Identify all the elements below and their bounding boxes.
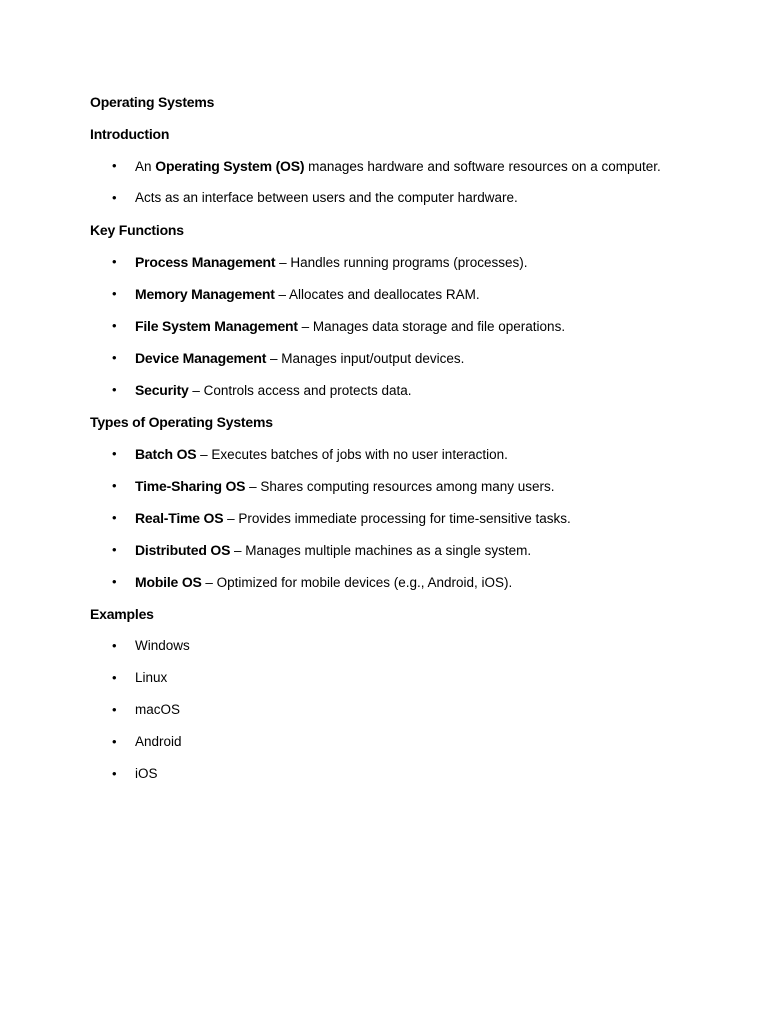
item-term: File System Management bbox=[135, 318, 298, 334]
section-heading-key-functions: Key Functions bbox=[90, 222, 184, 238]
item-term: Process Management bbox=[135, 254, 276, 270]
item-description: – Shares computing resources among many users. bbox=[245, 479, 555, 494]
bullet-icon: • bbox=[112, 542, 117, 557]
item-term: Memory Management bbox=[135, 286, 275, 302]
item-description: – Allocates and deallocates RAM. bbox=[274, 287, 480, 302]
bullet-icon: • bbox=[112, 574, 117, 589]
item-term: Real-Time OS bbox=[135, 510, 224, 526]
list-item bbox=[90, 444, 730, 476]
list-item bbox=[90, 380, 730, 412]
item-description: – Manages input/output devices. bbox=[266, 351, 465, 366]
list-item bbox=[90, 476, 730, 508]
examples-list bbox=[90, 636, 730, 796]
bullet-icon: • bbox=[112, 158, 117, 173]
item-description: – Manages data storage and file operations. bbox=[297, 319, 566, 334]
list-item bbox=[90, 508, 730, 540]
item-description: – Optimized for mobile devices (e.g., Android, iOS). bbox=[201, 575, 513, 590]
item-term: Batch OS bbox=[135, 446, 197, 462]
bullet-icon: • bbox=[112, 382, 117, 397]
bullet-icon: • bbox=[112, 510, 117, 525]
document-page bbox=[90, 92, 730, 796]
list-item bbox=[90, 188, 730, 220]
item-description: – Manages multiple machines as a single system. bbox=[230, 543, 532, 558]
item-description: – Controls access and protects data. bbox=[188, 383, 412, 398]
bullet-icon: • bbox=[112, 446, 117, 461]
introduction-list bbox=[90, 156, 730, 220]
bullet-icon: • bbox=[112, 638, 117, 653]
bullet-icon: • bbox=[112, 190, 117, 205]
item-description: manages hardware and software resources on a computer. bbox=[304, 159, 661, 174]
bullet-icon: • bbox=[112, 734, 117, 749]
list-item bbox=[90, 700, 730, 732]
list-item bbox=[90, 348, 730, 380]
list-item bbox=[90, 316, 730, 348]
item-term: Operating System (OS) bbox=[155, 158, 305, 174]
list-item bbox=[90, 540, 730, 572]
item-prefix: An bbox=[135, 159, 156, 174]
item-text: Android bbox=[135, 734, 182, 749]
item-term: Time-Sharing OS bbox=[135, 478, 246, 494]
list-item bbox=[90, 156, 730, 188]
item-term: Mobile OS bbox=[135, 574, 202, 590]
document-title: Operating Systems bbox=[90, 94, 215, 110]
item-description: – Handles running programs (processes). bbox=[275, 255, 528, 270]
section-heading-examples: Examples bbox=[90, 606, 154, 622]
item-text: Linux bbox=[135, 670, 168, 685]
section-heading-types: Types of Operating Systems bbox=[90, 414, 273, 430]
item-term: Device Management bbox=[135, 350, 267, 366]
section-heading-introduction: Introduction bbox=[90, 126, 170, 142]
bullet-icon: • bbox=[112, 478, 117, 493]
item-text: iOS bbox=[135, 766, 158, 781]
bullet-icon: • bbox=[112, 350, 117, 365]
item-text: Windows bbox=[135, 638, 190, 653]
types-list bbox=[90, 444, 730, 604]
list-item bbox=[90, 252, 730, 284]
list-item bbox=[90, 284, 730, 316]
bullet-icon: • bbox=[112, 766, 117, 781]
list-item bbox=[90, 572, 730, 604]
item-description: – Executes batches of jobs with no user interaction. bbox=[196, 447, 508, 462]
key-functions-list bbox=[90, 252, 730, 412]
item-term: Security bbox=[135, 382, 189, 398]
bullet-icon: • bbox=[112, 702, 117, 717]
list-item bbox=[90, 668, 730, 700]
bullet-icon: • bbox=[112, 670, 117, 685]
bullet-icon: • bbox=[112, 286, 117, 301]
bullet-icon: • bbox=[112, 254, 117, 269]
item-text: Acts as an interface between users and the computer hardware. bbox=[135, 190, 518, 205]
item-text: macOS bbox=[135, 702, 181, 717]
item-description: – Provides immediate processing for time-sensitive tasks. bbox=[223, 511, 571, 526]
item-term: Distributed OS bbox=[135, 542, 231, 558]
list-item bbox=[90, 764, 730, 796]
list-item bbox=[90, 636, 730, 668]
list-item bbox=[90, 732, 730, 764]
bullet-icon: • bbox=[112, 318, 117, 333]
